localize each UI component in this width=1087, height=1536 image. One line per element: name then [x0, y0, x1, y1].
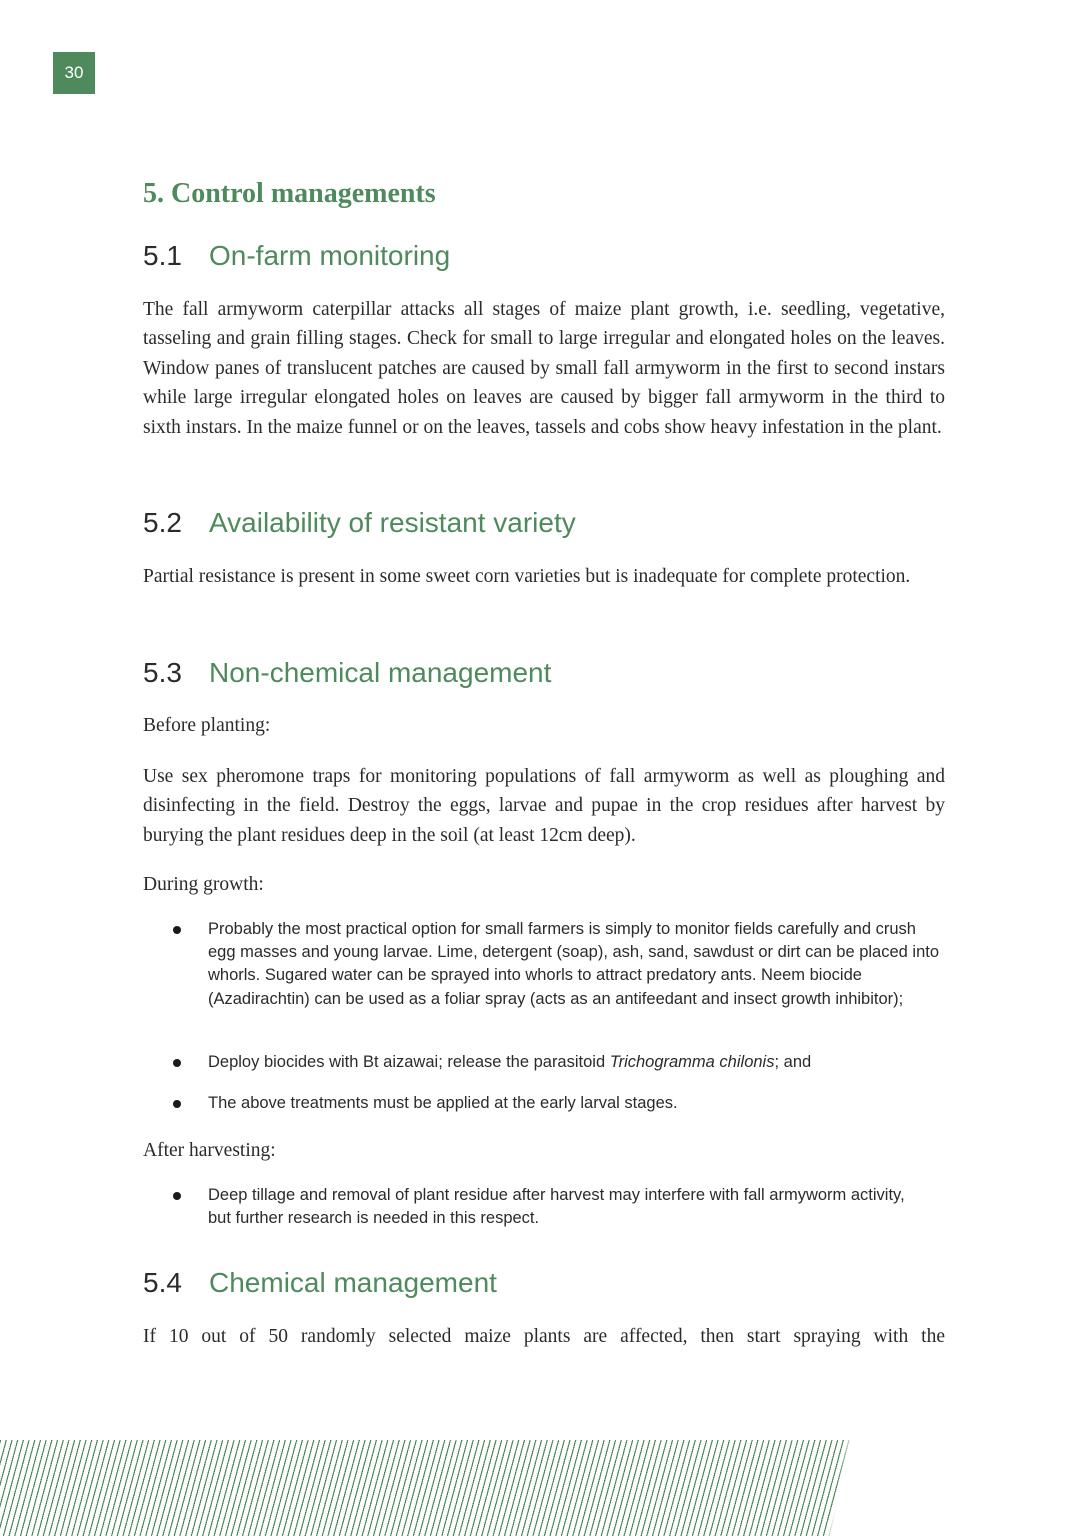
during-growth-label: During growth: [143, 874, 264, 895]
list-item-text: Deploy biocides with Bt aizawai; release the parasitoid Trichogramma chilonis; and [208, 1053, 812, 1071]
section-heading-5-2 [143, 507, 945, 539]
section-title: Chemical management [209, 1267, 497, 1298]
after-harvesting-label: After harvesting: [143, 1140, 276, 1161]
decorative-stripes [0, 1440, 880, 1536]
during-growth-list [143, 918, 945, 1011]
list-item-text: Deep tillage and removal of plant residue after harvest may interfere with fall armyworm activity, but further research is needed in this respect. [208, 1186, 905, 1228]
section-5-2-paragraph: Partial resistance is present in some sweet corn varieties but is inadequate for complete protection. [143, 566, 911, 587]
bullet-icon [173, 1100, 181, 1108]
list-item [143, 1051, 945, 1074]
before-planting-paragraph: Use sex pheromone traps for monitoring populations of fall armyworm as well as ploughing and disinfecting in the field. Destroy the eggs, larvae and pupae in the crop residues after harvest by burying the plant residues deep in the soil (at least 12cm deep). [143, 766, 945, 846]
section-5-1-paragraph: The fall armyworm caterpillar attacks all stages of maize plant growth, i.e. seedling, vegetative, tasseling and grain filling stages. Check for small to large irregular and elongated holes on the leaves. Window panes of translucent patches are caused by small fall armyworm in the first to second instars while large irregular elongated holes on leaves are caused by bigger fall armyworm in the third to sixth instars. In the maize funnel or on the leaves, tassels and cobs show heavy infestation in the plant. [143, 299, 945, 438]
during-growth-list-3 [143, 1092, 945, 1115]
section-5-4-paragraph: If 10 out of 50 randomly selected maize plants are affected, then start spraying with the [143, 1326, 945, 1347]
section-number: 5.1 [143, 240, 182, 271]
section-number: 5.2 [143, 507, 182, 538]
chapter-title: 5. Control managements [143, 178, 436, 209]
section-title: Availability of resistant variety [209, 507, 576, 538]
list-item-text: The above treatments must be applied at the early larval stages. [208, 1094, 678, 1112]
section-heading-5-4 [143, 1267, 945, 1299]
list-item [143, 1184, 931, 1230]
during-growth-list-2 [143, 1051, 945, 1074]
bullet-icon [173, 926, 181, 934]
section-title: Non-chemical management [209, 657, 552, 688]
before-planting-label: Before planting: [143, 715, 271, 736]
section-number: 5.3 [143, 657, 182, 688]
species-name: Trichogramma chilonis [609, 1053, 775, 1071]
section-heading-5-1 [143, 240, 945, 272]
list-item [143, 1092, 945, 1115]
list-item-text: Probably the most practical option for small farmers is simply to monitor fields carefully and crush egg masses and young larvae. Lime, detergent (soap), ash, sand, sawdust or dirt can be placed into whorls. Sugared water can be sprayed into whorls to attract predatory ants. Neem biocide (Azadirachtin) can be used as a foliar spray (acts as an antifeedant and insect growth inhibitor); [208, 920, 940, 1008]
section-number: 5.4 [143, 1267, 182, 1298]
after-harvesting-list [143, 1184, 945, 1230]
bullet-icon [173, 1192, 181, 1200]
list-item [143, 918, 945, 1011]
section-title: On-farm monitoring [209, 240, 451, 271]
section-heading-5-3 [143, 657, 945, 689]
bullet-icon [173, 1059, 181, 1067]
page-number-badge: 30 [53, 52, 95, 94]
